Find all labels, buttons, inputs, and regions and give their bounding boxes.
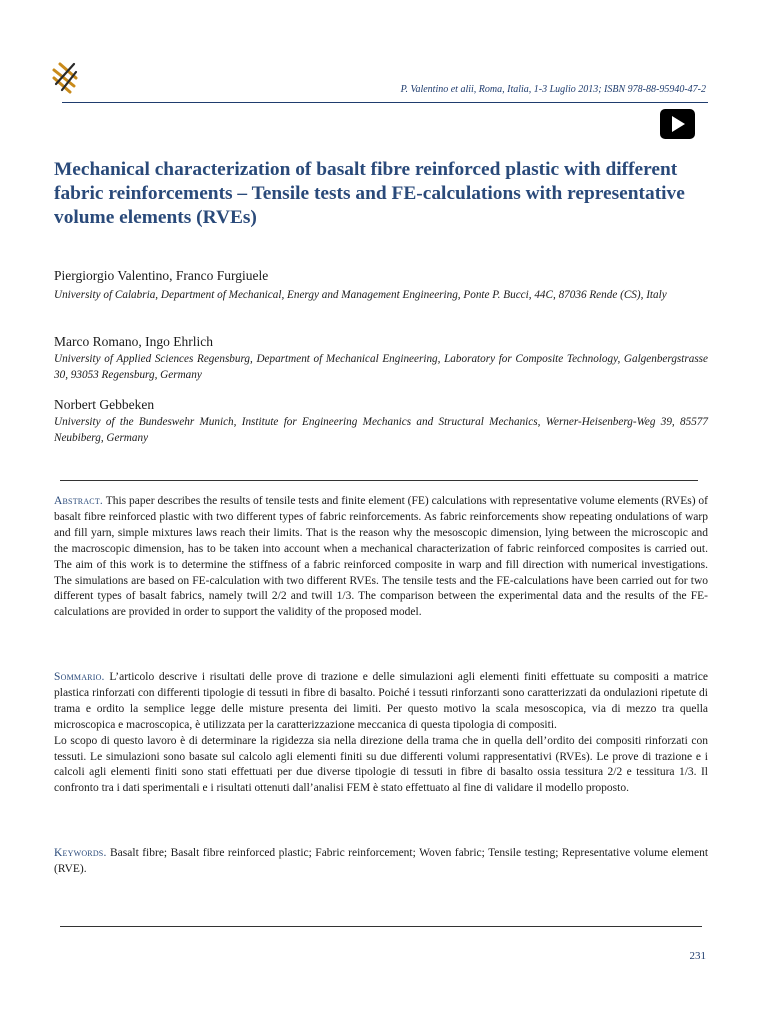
affiliation-2: University of Applied Sciences Regensburg, Department of Mechanical Engineering, Laboratory for Composite Technology, Galgenbergstrasse 30, 93053 Regensburg, Germany <box>54 353 708 381</box>
page-number: 231 <box>689 950 706 962</box>
citation-line: P. Valentino et alii, Roma, Italia, 1-3 Luglio 2013; ISBN 978-88-95940-47-2 <box>400 84 706 95</box>
abstract-block <box>54 494 708 621</box>
abstract-label: Abstract. <box>54 495 103 507</box>
author-names-1: Piergiorgio Valentino, Franco Furgiuele <box>54 268 269 283</box>
abstract-text: This paper describes the results of tensile tests and finite element (FE) calculations with representative volume elements (RVEs) of basalt fibre reinforced plastic with two different types of fabric reinforcements. As fabric reinforcements show repeating ondulations of warp and fill yarn, simple mixtures laws reach their limits. That is the reason why the mesoscopic dimension, lying between the microscopic and the macroscopic dimension, has to be taken into account when a mechanical characterization of fabric reinforced composites is carried out. The aim of this work is to determine the stiffness of a fabric reinforced composite in warp and fill direction with numerical investigations. The simulations are based on FE-calculation with two different RVEs. The tensile tests and the FE-calculations have been carried out for two different types of basalt fabrics, namely twill 2/2 and twill 1/3. The comparison between the experimental data and the results of the FE-calculations are provided in order to support the validity of the proposed model. <box>54 495 708 619</box>
paper-title: Mechanical characterization of basalt fibre reinforced plastic with different fabric reinforcements – Tensile tests and FE-calculations with representative volume elements (RVEs) <box>54 159 685 228</box>
affiliation-3: University of the Bundeswehr Munich, Institute for Engineering Mechanics and Structural Mechanics, Werner-Heisenberg-Weg 39, 85577 Neubiberg, Germany <box>54 416 708 444</box>
play-icon <box>670 115 686 133</box>
author-names-2: Marco Romano, Ingo Ehrlich <box>54 334 213 349</box>
sommario-block <box>54 670 708 797</box>
keywords-block <box>54 846 708 878</box>
affiliation-1: University of Calabria, Department of Mechanical, Energy and Management Engineering, Ponte P. Bucci, 44C, 87036 Rende (CS), Italy <box>54 289 667 301</box>
sommario-text-2: Lo scopo di questo lavoro è di determinare la rigidezza sia nella direzione della trama che in quella dell’ordito dei compositi rinforzati con tessuti. Le simulazioni sono basate sul calcolo agli elementi finiti su due differenti volumi rappresentativi (RVEs). Le prove di trazione e i calcoli agli elementi finiti sono stati effettuati per due diverse tipologie di tessuti in fibre di basalto ossia tessitura 2/2 e tessitura 1/3. Il confronto tra i dati sperimentali e i risultati ottenuti dall’analisi FEM è stato effettuato al fine di validare il modello proposto. <box>54 734 708 795</box>
sommario-text-1: L’articolo descrive i risultati delle prove di trazione e delle simulazioni agli elementi finiti effettuate su compositi a matrice plastica rinforzati con differenti tipologie di tessuti in fibre di basalto. Poiché i tessuti rinforzanti sono caratterizzati da ondulazioni ripetute di trama e ordito la semplice legge delle misture presenta dei limiti. Per questo motivo la scala mesoscopica, via di mezzo tra quella microscopica e macroscopica, è utilizzata per la caratterizzazione meccanica di questa tipologia di compositi. <box>54 671 708 731</box>
header-divider <box>62 102 708 103</box>
play-button[interactable] <box>660 109 695 139</box>
journal-logo-icon <box>50 60 80 96</box>
keywords-text: Basalt fibre; Basalt fibre reinforced plastic; Fabric reinforcement; Woven fabric; Tensile testing; Representative volume element (RVE). <box>54 847 709 875</box>
section-divider-top <box>60 480 698 481</box>
author-names-3: Norbert Gebbeken <box>54 397 155 412</box>
keywords-label: Keywords. <box>54 847 107 859</box>
section-divider-bottom <box>60 926 702 927</box>
sommario-label: Sommario. <box>54 671 105 683</box>
